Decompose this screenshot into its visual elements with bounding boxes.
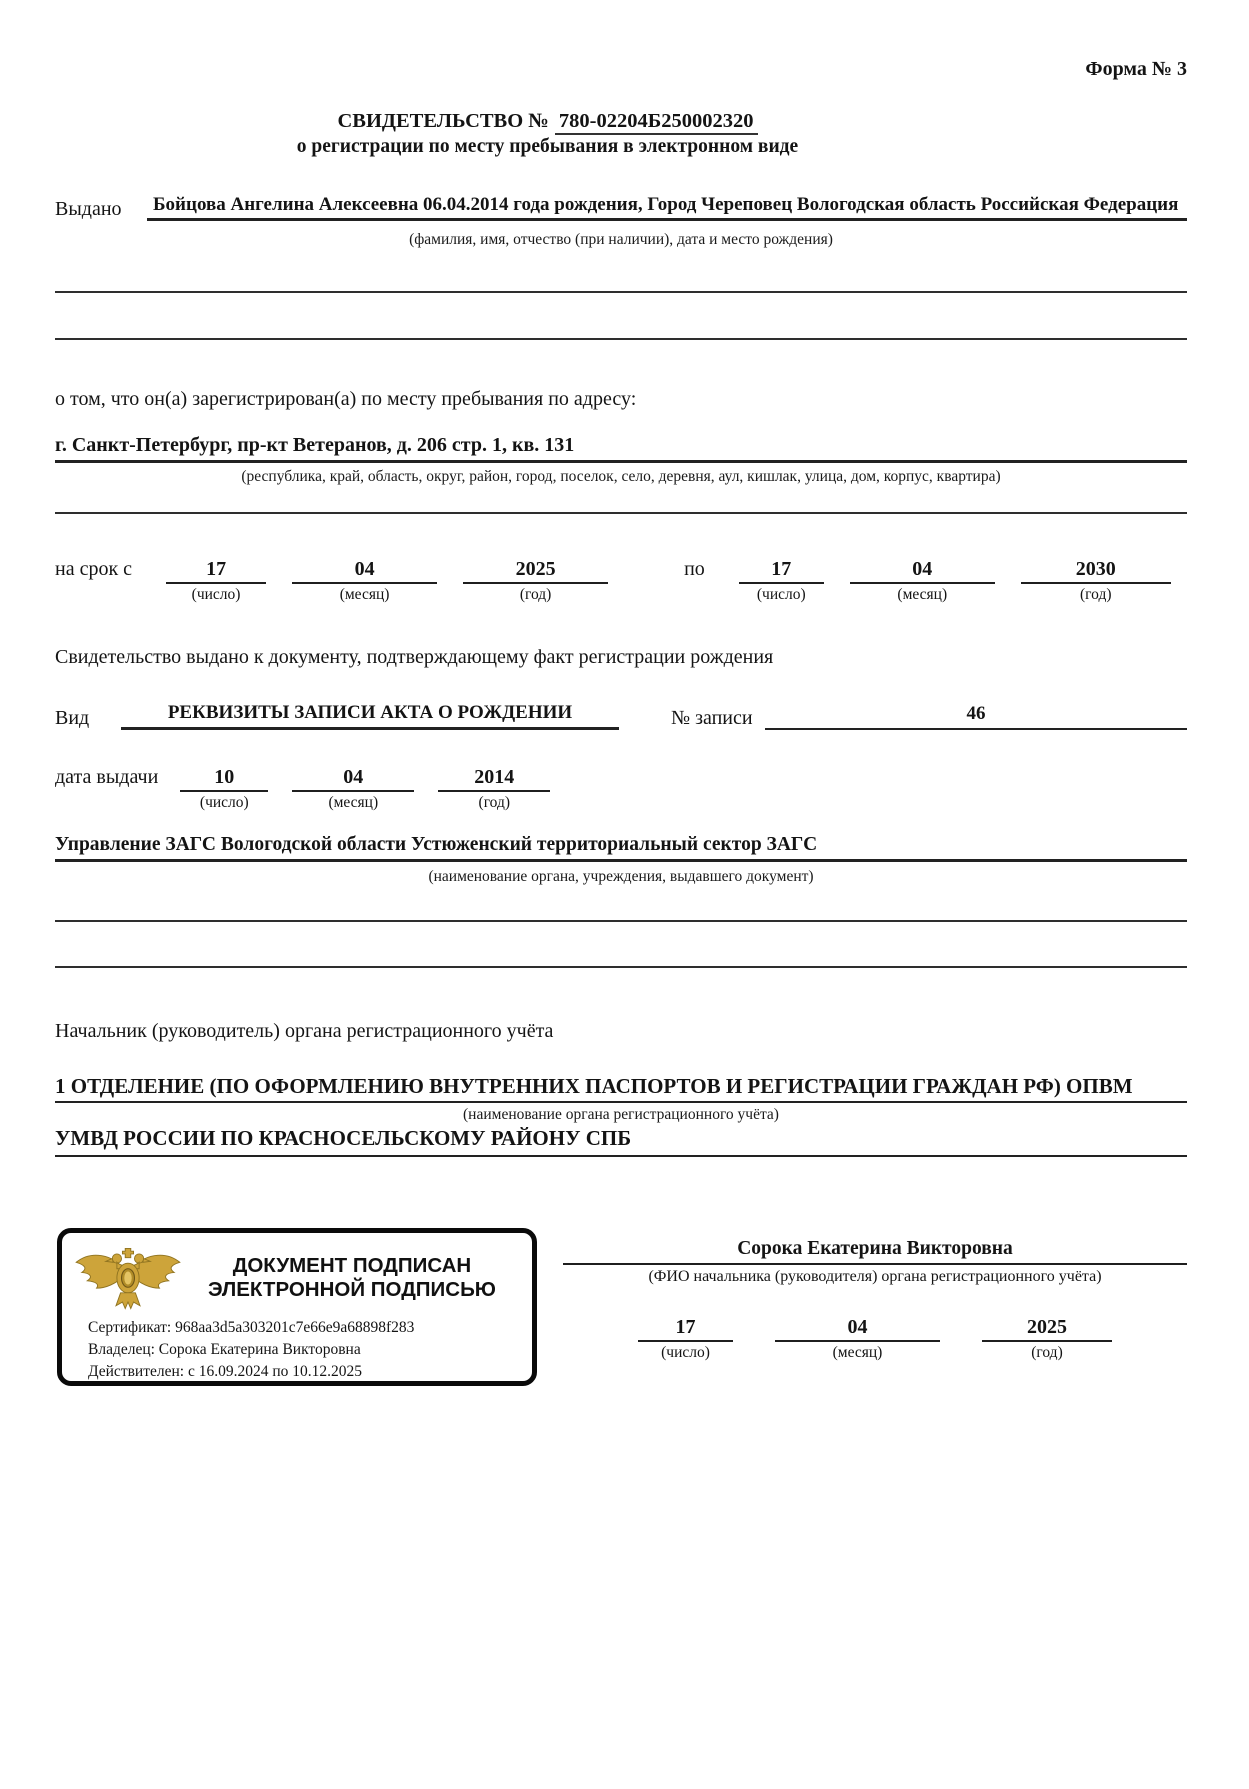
electronic-signature-stamp [57, 1228, 537, 1386]
type-value: РЕКВИЗИТЫ ЗАПИСИ АКТА О РОЖДЕНИИ [121, 702, 619, 730]
issue-date-year: 2014 (год) [438, 766, 550, 812]
period-to-month: 04 (месяц) [850, 558, 995, 604]
stamp-heading [184, 1254, 520, 1302]
certificate-number: 780-02204Б250002320 [555, 110, 758, 135]
base-document-intro: Свидетельство выдано к документу, подтверждающему факт регистрации рождения [55, 646, 774, 668]
stamp-heading-line-2: ЭЛЕКТРОННОЙ ПОДПИСЬЮ [208, 1278, 496, 1301]
issued-to-row [55, 194, 1187, 221]
period-from-year: 2025 (год) [463, 558, 608, 604]
issue-date-day: 10 (число) [180, 766, 268, 812]
stamp-header-row [62, 1233, 532, 1315]
registration-address-value: г. Санкт-Петербург, пр-кт Ветеранов, д. 206 стр. 1, кв. 131 [55, 434, 1187, 463]
authority-org-line-1: 1 ОТДЕЛЕНИЕ (ПО ОФОРМЛЕНИЮ ВНУТРЕННИХ ПАСПОРТОВ И РЕГИСТРАЦИИ ГРАЖДАН РФ) ОПВМ [55, 1074, 1187, 1103]
signatory-caption: (ФИО начальника (руководителя) органа регистрационного учёта) [648, 1268, 1102, 1285]
blank-line [55, 291, 1187, 293]
period-from-month: 04 (месяц) [292, 558, 437, 604]
authority-org-line-2: УМВД РОССИИ ПО КРАСНОСЕЛЬСКОМУ РАЙОНУ СПБ [55, 1126, 1187, 1157]
record-number-value: 46 [765, 703, 1187, 730]
signature-date-day: 17 (число) [638, 1316, 733, 1362]
record-number-label: № записи [671, 707, 753, 729]
period-from-day: 17 (число) [166, 558, 266, 604]
address-caption: (республика, край, область, округ, район, город, поселок, село, деревня, аул, кишлак, улица, дом, корпус, квартира) [241, 468, 1001, 485]
issued-caption: (фамилия, имя, отчество (при наличии), дата и место рождения) [409, 231, 833, 248]
issue-date-row [55, 766, 1187, 812]
issue-date-month: 04 (месяц) [292, 766, 414, 812]
stamp-heading-line-1: ДОКУМЕНТ ПОДПИСАН [232, 1253, 472, 1277]
form-number-label: Форма № 3 [1085, 58, 1187, 80]
registration-period-row [55, 558, 1187, 604]
blank-line [55, 966, 1187, 968]
authority-org-caption: (наименование органа регистрационного учёта) [463, 1106, 779, 1123]
mvd-eagle-emblem-icon [72, 1241, 184, 1315]
blank-line [55, 338, 1187, 340]
document-title [55, 110, 1040, 158]
stamp-details [62, 1315, 532, 1389]
type-label: Вид [55, 707, 90, 729]
signature-date-month: 04 (месяц) [775, 1316, 940, 1362]
registration-intro: о том, что он(а) зарегистрирован(а) по месту пребывания по адресу: [55, 388, 637, 410]
signature-date-row [563, 1316, 1187, 1362]
title-line-1 [55, 110, 1040, 133]
signatory-block [563, 1238, 1187, 1286]
period-from-label: на срок с [55, 558, 133, 580]
title-subtitle: о регистрации по месту пребывания в электронном виде [296, 136, 799, 157]
stamp-validity-line: Действителен: с 16.09.2024 по 10.12.2025 [88, 1363, 362, 1380]
blank-line [55, 512, 1187, 514]
issuer-organization-value: Управление ЗАГС Вологодской области Устюженский территориальный сектор ЗАГС [55, 834, 1187, 862]
signature-date-year: 2025 (год) [982, 1316, 1112, 1362]
stamp-owner-line: Владелец: Сорока Екатерина Викторовна [88, 1341, 361, 1358]
issued-person-value: Бойцова Ангелина Алексеевна 06.04.2014 года рождения, Город Череповец Вологодская область Российская Федерация [147, 194, 1187, 221]
authority-head-label: Начальник (руководитель) органа регистрационного учёта [55, 1020, 554, 1042]
blank-line [55, 920, 1187, 922]
period-to-year: 2030 (год) [1021, 558, 1171, 604]
issued-label: Выдано [55, 198, 122, 220]
signatory-name: Сорока Екатерина Викторовна [563, 1238, 1187, 1265]
stamp-certificate-line: Сертификат: 968aa3d5a303201c7e66e9a68898f283 [88, 1319, 415, 1336]
title-prefix: СВИДЕТЕЛЬСТВО № [337, 110, 549, 132]
period-to-label: по [684, 558, 705, 580]
issue-date-label: дата выдачи [55, 766, 159, 788]
document-type-row [55, 702, 1187, 730]
issuer-caption: (наименование органа, учреждения, выдавшего документ) [428, 868, 814, 885]
period-to-day: 17 (число) [739, 558, 824, 604]
